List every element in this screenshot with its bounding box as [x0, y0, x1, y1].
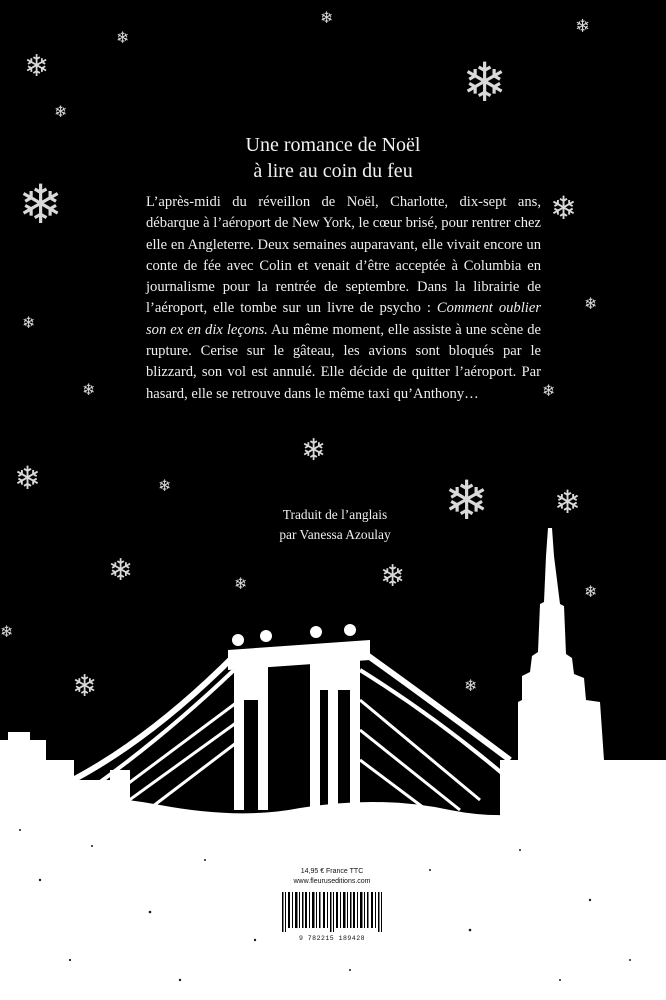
tagline-line-1: Une romance de Noël — [245, 134, 421, 156]
snowflake-icon: ❄ — [301, 433, 327, 468]
publisher-website: www.fleuruseditions.com — [293, 878, 371, 885]
blurb-text-2: Au même moment, elle assiste à une scène de rupture. Cerise sur le gâteau, les avions sont bloqués par le blizzard, son vol est annulé. Elle décide de quitter l’aéroport. Par hasard, elle se retrouve dans le même taxi qu’Anthony… — [146, 321, 541, 402]
snowflake-icon: ❄ — [554, 483, 581, 521]
snowflake-icon: ❄ — [18, 173, 64, 236]
credit-line-2: par Vanessa Azoulay — [279, 527, 391, 542]
snowflake-icon: ❄ — [108, 553, 134, 588]
bridge-cables-right — [360, 650, 510, 760]
snowflake-icon: ❄ — [0, 622, 14, 641]
snowflake-icon: ❄ — [54, 102, 68, 121]
price-label: 14,95 € France TTC — [300, 868, 364, 875]
snowflake-icon: ❄ — [380, 559, 406, 594]
credit-line-1: Traduit de l’anglais — [282, 507, 388, 522]
snowflake-icon: ❄ — [542, 381, 556, 400]
snowflake-icon: ❄ — [14, 459, 41, 497]
snowflake-icon: ❄ — [444, 469, 490, 532]
snowflake-icon: ❄ — [22, 313, 36, 332]
blurb-text-1: L’après-midi du réveillon de Noël, Charlotte, dix-sept ans, débarque à l’aéroport de New York, le cœur brisé, pour rentrer chez elle en Angleterre. Deux semaines auparavant, elle vivait encore un conte de fée avec Colin et venait d’être acceptée à Columbia en journalisme pour la rentrée de septembre. Dans la librairie de l’aéroport, elle tombe sur un livre de psycho : — [146, 194, 541, 317]
snowflake-icon: ❄ — [24, 49, 50, 84]
snowflake-icon: ❄ — [116, 28, 130, 47]
snowflake-icon: ❄ — [158, 476, 172, 495]
bridge-tower-right — [310, 646, 360, 830]
tagline-line-2: à lire au coin du feu — [253, 160, 413, 182]
snowflake-icon: ❄ — [72, 669, 98, 704]
bridge-tower-left — [234, 650, 268, 810]
snowflake-icon: ❄ — [464, 676, 478, 695]
barcode-number: 9 782215 189428 — [298, 935, 365, 942]
snowflake-icon: ❄ — [584, 294, 598, 313]
snowflake-icon: ❄ — [550, 189, 577, 227]
snowflake-icon: ❄ — [82, 380, 96, 399]
snowflake-icon: ❄ — [575, 16, 591, 37]
snowflake-icon: ❄ — [320, 8, 334, 27]
snowflake-icon: ❄ — [234, 574, 248, 593]
snowflake-icon: ❄ — [584, 582, 598, 601]
barcode — [278, 890, 386, 934]
blurb-book-title: Comment oublier son ex en dix leçons. — [146, 300, 541, 338]
snowflake-icon: ❄ — [462, 51, 508, 114]
